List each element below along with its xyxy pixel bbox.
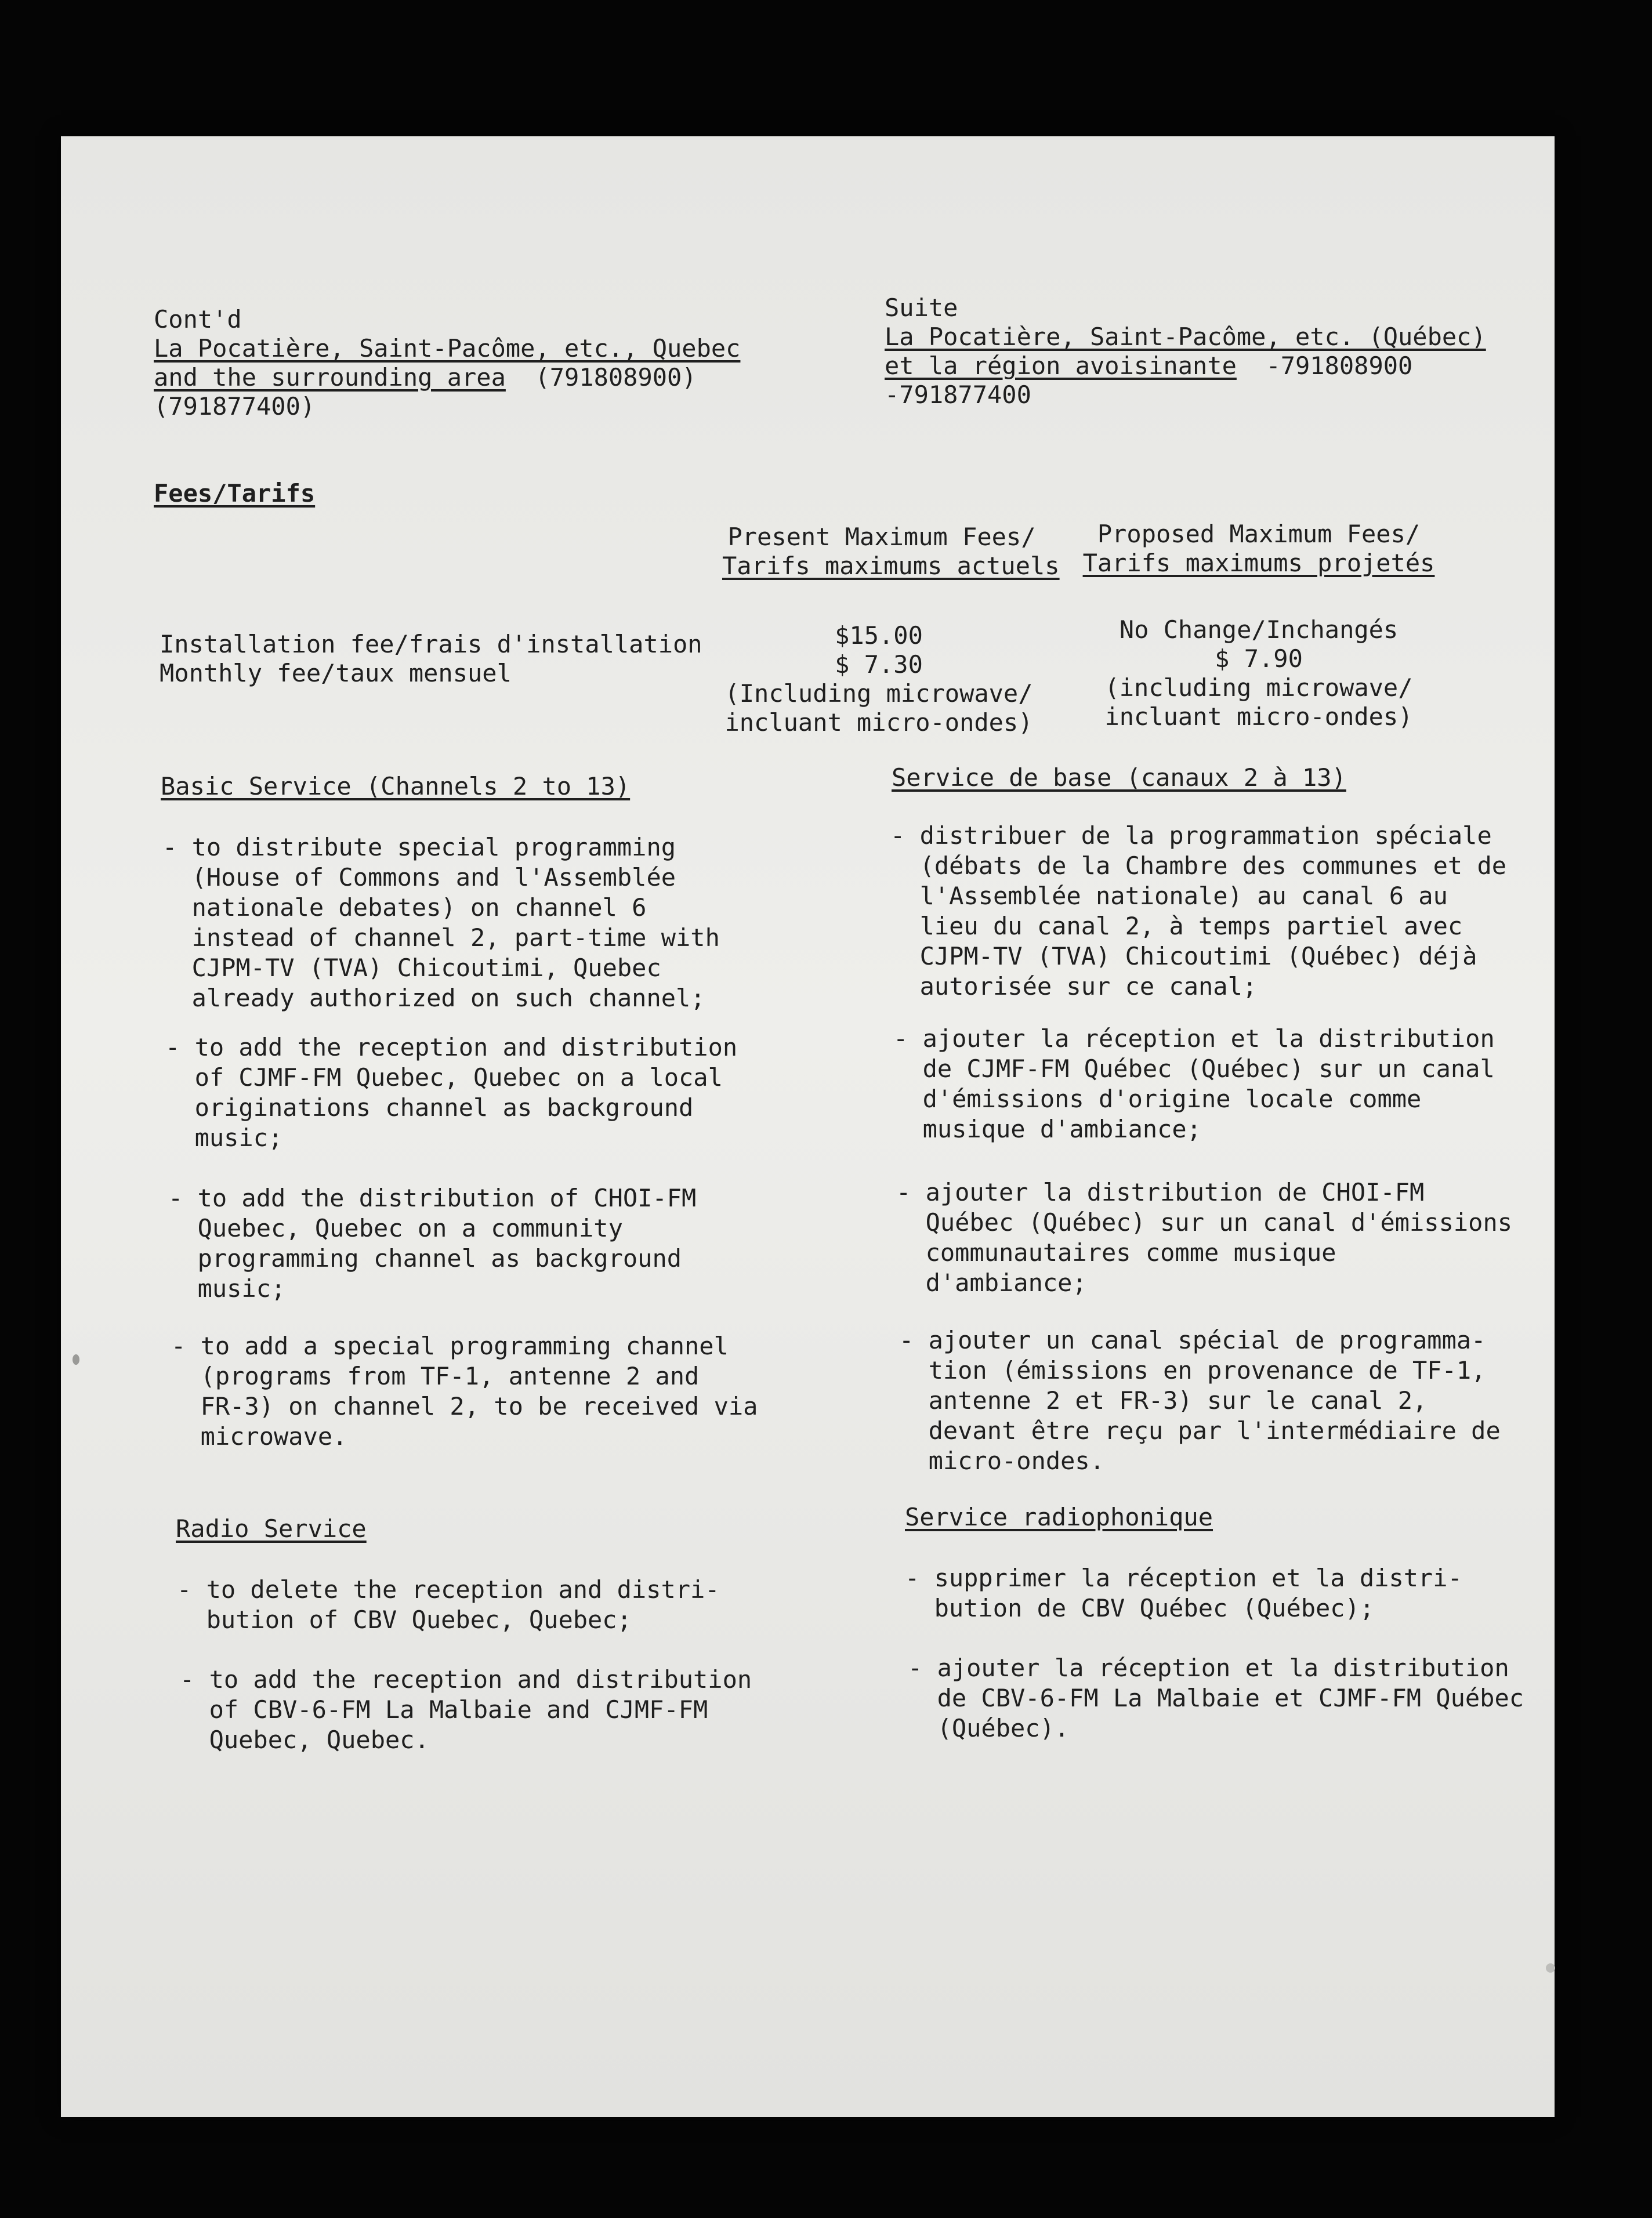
radio-service-heading-fr: Service radiophonique	[905, 1503, 1213, 1531]
location-title-fr: La Pocatière, Saint-Pacôme, etc. (Québec)	[885, 322, 1486, 351]
basic-item-fr: - ajouter un canal spécial de programma- tion (émissions en provenance de TF-1, antenne 2 et FR-3) sur le canal 2, devant être reçu par l'intermédiaire de micro-ondes.	[899, 1326, 1501, 1475]
proposed-note-1: (including microwave/	[1104, 673, 1413, 702]
basic-service-heading-en: Basic Service (Channels 2 to 13)	[161, 772, 631, 800]
installation-fee-label: Installation fee/frais d'installation	[160, 630, 702, 658]
present-monthly-value: $ 7.30	[835, 650, 923, 679]
present-note-2: incluant micro-ondes)	[724, 708, 1033, 737]
suite-label: Suite	[885, 293, 958, 322]
basic-service-heading-fr: Service de base (canaux 2 à 13)	[892, 763, 1346, 792]
radio-item-en: - to add the reception and distribution of CBV-6-FM La Malbaie and CJMF-FM Quebec, Quebec.	[180, 1665, 752, 1754]
proposed-note-2: incluant micro-ondes)	[1104, 702, 1413, 731]
proposed-installation-value: No Change/Inchangés	[1119, 615, 1399, 644]
contd-label: Cont'd	[154, 305, 242, 334]
basic-item-fr: - ajouter la réception et la distribution de CJMF-FM Québec (Québec) sur un canal d'émissions d'origine locale comme musique d'ambiance;	[893, 1024, 1495, 1143]
location-line3-fr: -791877400	[885, 380, 1031, 409]
paper-speck	[73, 1354, 79, 1365]
location-line2-fr: et la région avoisinante -791808900	[885, 351, 1413, 380]
document-page	[61, 136, 1555, 2117]
location-line2-en: and the surrounding area (791808900)	[154, 363, 697, 392]
proposed-fees-header-2: Tarifs maximums projetés	[1082, 549, 1435, 577]
basic-item-fr: - distribuer de la programmation spéciale (débats de la Chambre des communes et de l'Assemblée nationale) au canal 6 au lieu du canal 2, à temps partiel avec CJPM-TV (TVA) Chicoutimi (Québec) déjà autorisée sur ce canal;	[890, 821, 1507, 1001]
basic-item-en: - to distribute special programming (House of Commons and l'Assemblée nationale debates) on channel 6 instead of channel 2, part-time with CJPM-TV (TVA) Chicoutimi, Quebec already authorized on such channel;	[162, 833, 720, 1012]
present-fees-header-1: Present Maximum Fees/	[727, 523, 1036, 551]
present-installation-value: $15.00	[835, 621, 923, 650]
present-fees-header-2: Tarifs maximums actuels	[722, 552, 1060, 580]
basic-item-en: - to add the reception and distribution of CJMF-FM Quebec, Quebec on a local originations channel as background music;	[165, 1033, 738, 1152]
radio-item-fr: - ajouter la réception et la distribution de CBV-6-FM La Malbaie et CJMF-FM Québec (Québec).	[908, 1654, 1524, 1742]
proposed-monthly-value: $ 7.90	[1215, 644, 1303, 673]
basic-item-fr: - ajouter la distribution de CHOI-FM Québec (Québec) sur un canal d'émissions communautaires comme musique d'ambiance;	[896, 1178, 1513, 1297]
basic-item-en: - to add the distribution of CHOI-FM Quebec, Quebec on a community programming channel as background music;	[168, 1184, 697, 1303]
radio-item-en: - to delete the reception and distri- bution of CBV Quebec, Quebec;	[177, 1575, 720, 1634]
location-line3-en: (791877400)	[154, 392, 316, 421]
radio-item-fr: - supprimer la réception et la distri- bution de CBV Québec (Québec);	[905, 1564, 1462, 1622]
location-title-en: La Pocatière, Saint-Pacôme, etc., Quebec	[154, 334, 741, 363]
paper-speck	[1546, 1963, 1555, 1973]
basic-item-en: - to add a special programming channel (programs from TF-1, antenne 2 and FR-3) on channel 2, to be received via microwave.	[171, 1332, 758, 1451]
monthly-fee-label: Monthly fee/taux mensuel	[160, 659, 512, 687]
present-note-1: (Including microwave/	[724, 679, 1033, 708]
proposed-fees-header-1: Proposed Maximum Fees/	[1097, 520, 1421, 548]
radio-service-heading-en: Radio Service	[176, 1514, 367, 1543]
fees-heading: Fees/Tarifs	[154, 479, 316, 508]
